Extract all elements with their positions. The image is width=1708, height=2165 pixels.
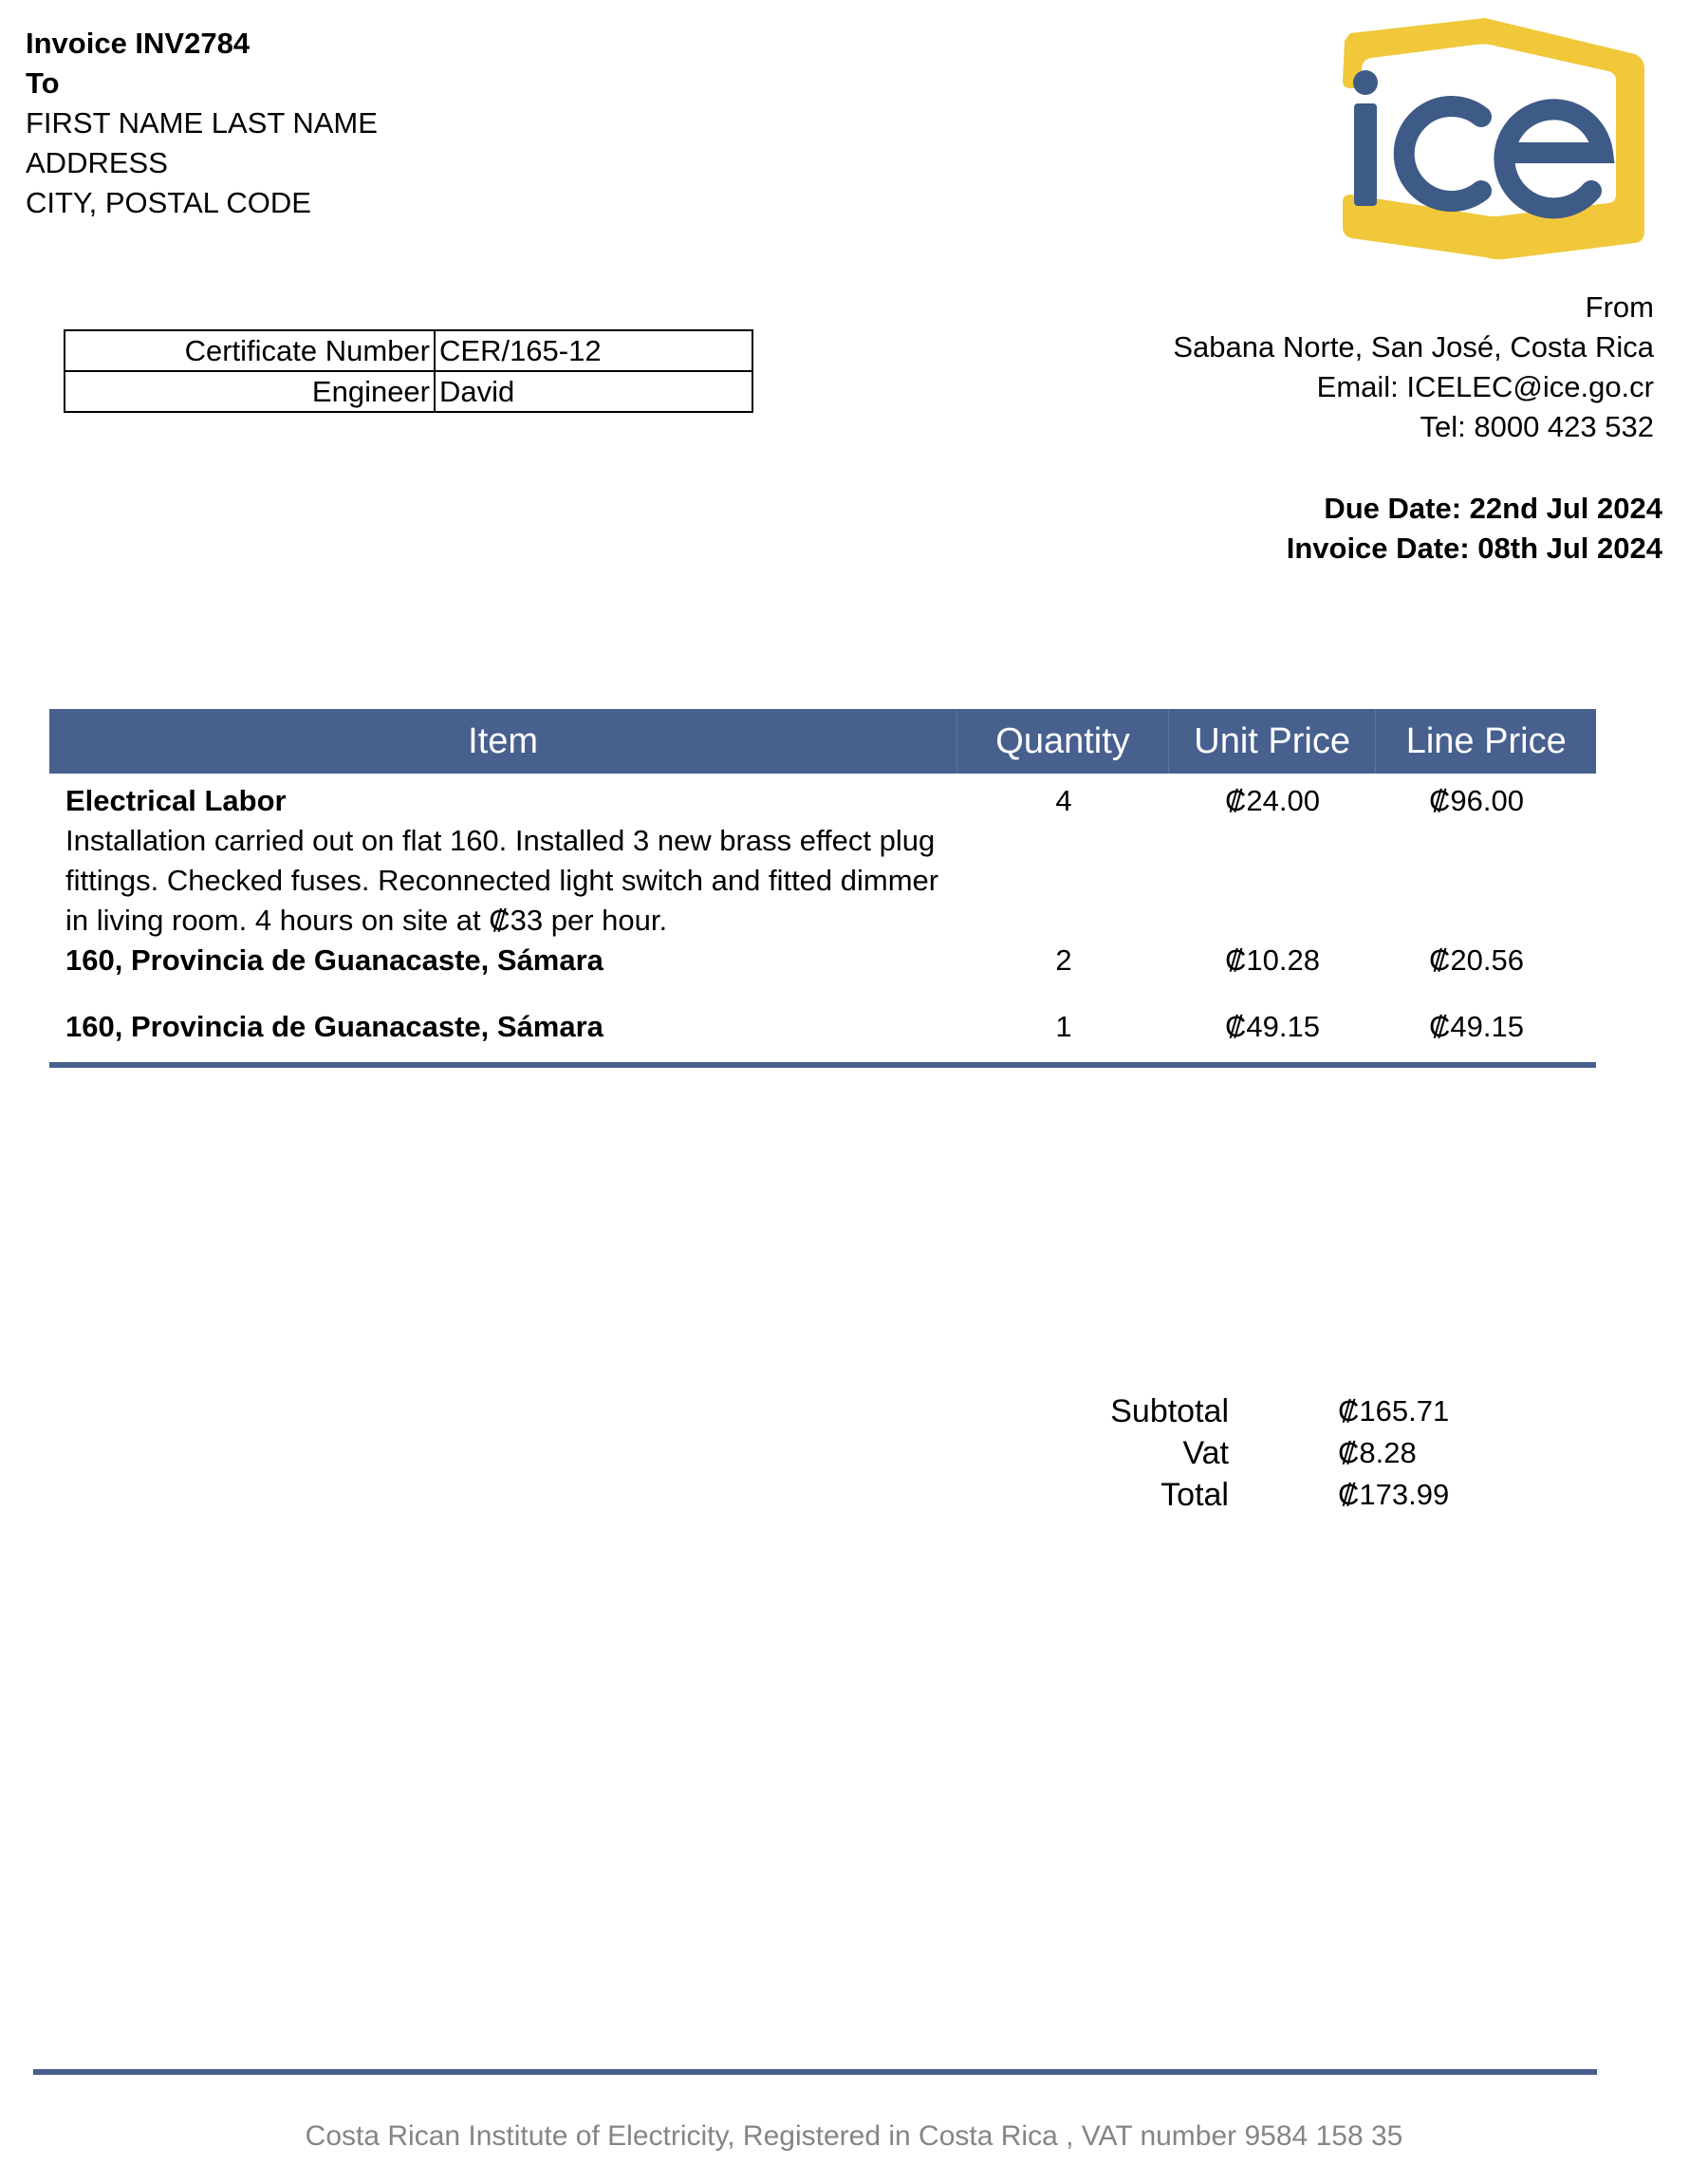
from-tel: Tel: 8000 423 532 bbox=[1420, 410, 1654, 443]
table-row bbox=[49, 1007, 1596, 1047]
dates-block bbox=[1287, 489, 1662, 569]
to-label: To bbox=[26, 66, 60, 100]
invoice-title: Invoice INV2784 bbox=[26, 27, 251, 60]
footer-rule bbox=[33, 2069, 1597, 2075]
from-label: From bbox=[1585, 290, 1654, 324]
row-unit-price: ₡49.15 bbox=[1225, 1010, 1320, 1043]
row-item-cell bbox=[49, 1007, 958, 1047]
row-quantity: 2 bbox=[1055, 943, 1072, 977]
certificate-number-row bbox=[65, 330, 752, 371]
vat-value: ₡8.28 bbox=[1338, 1436, 1417, 1469]
header-quantity: Quantity bbox=[957, 709, 1169, 774]
certificate-number-label: Certificate Number bbox=[65, 330, 435, 371]
items-bottom-rule bbox=[49, 1062, 1596, 1068]
total-label: Total bbox=[1160, 1477, 1229, 1513]
recipient-block bbox=[26, 24, 378, 223]
row-item-title: Electrical Labor bbox=[65, 784, 287, 817]
certificate-number-value: CER/165-12 bbox=[435, 330, 752, 371]
vat-label: Vat bbox=[1182, 1435, 1229, 1471]
header-unit-price: Unit Price bbox=[1169, 709, 1377, 774]
total-row bbox=[1063, 1474, 1528, 1516]
totals-block bbox=[1063, 1390, 1528, 1516]
row-item-title: 160, Provincia de Guanacaste, Sámara bbox=[65, 943, 603, 977]
engineer-value: David bbox=[435, 371, 752, 412]
row-item-description: Installation carried out on flat 160. Installed 3 new brass effect plug fittings. Checked fuses. Reconnected light switch and fitted dimmer in living room. 4 hours on site at ₡33 per hour. bbox=[65, 824, 939, 937]
from-address: Sabana Norte, San José, Costa Rica bbox=[1173, 330, 1654, 364]
engineer-row bbox=[65, 371, 752, 412]
table-row bbox=[49, 781, 1596, 941]
vat-row bbox=[1063, 1432, 1528, 1474]
subtotal-label: Subtotal bbox=[1110, 1393, 1229, 1429]
row-unit-price: ₡10.28 bbox=[1225, 943, 1320, 977]
from-email: Email: ICELEC@ice.go.cr bbox=[1316, 370, 1654, 403]
items-table-header bbox=[49, 709, 1596, 774]
subtotal-value: ₡165.71 bbox=[1338, 1394, 1450, 1428]
row-quantity: 4 bbox=[1055, 784, 1072, 817]
items-table bbox=[49, 709, 1596, 1068]
row-item-title: 160, Provincia de Guanacaste, Sámara bbox=[65, 1010, 603, 1043]
sender-block bbox=[1173, 288, 1654, 447]
certificate-table bbox=[64, 329, 753, 413]
recipient-name: FIRST NAME LAST NAME bbox=[26, 106, 378, 140]
logo-text bbox=[1656, 14, 1657, 15]
total-value: ₡173.99 bbox=[1338, 1478, 1450, 1511]
table-row bbox=[49, 941, 1596, 980]
row-line-price: ₡20.56 bbox=[1429, 943, 1524, 977]
engineer-label: Engineer bbox=[65, 371, 435, 412]
row-unit-price: ₡24.00 bbox=[1225, 784, 1320, 817]
row-item-cell bbox=[49, 781, 958, 941]
recipient-city: CITY, POSTAL CODE bbox=[26, 186, 311, 219]
ice-logo bbox=[1333, 14, 1656, 263]
recipient-address: ADDRESS bbox=[26, 146, 168, 179]
row-line-price: ₡96.00 bbox=[1429, 784, 1524, 817]
footer-text: Costa Rican Institute of Electricity, Registered in Costa Rica , VAT number 9584 158 35 bbox=[305, 2120, 1403, 2152]
header-line-price: Line Price bbox=[1405, 721, 1567, 761]
subtotal-row bbox=[1063, 1390, 1528, 1432]
row-item-cell bbox=[49, 941, 958, 980]
row-quantity: 1 bbox=[1055, 1010, 1072, 1043]
row-line-price: ₡49.15 bbox=[1429, 1010, 1524, 1043]
header-item: Item bbox=[49, 709, 957, 774]
invoice-date: Invoice Date: 08th Jul 2024 bbox=[1286, 532, 1662, 565]
due-date: Due Date: 22nd Jul 2024 bbox=[1324, 492, 1662, 525]
